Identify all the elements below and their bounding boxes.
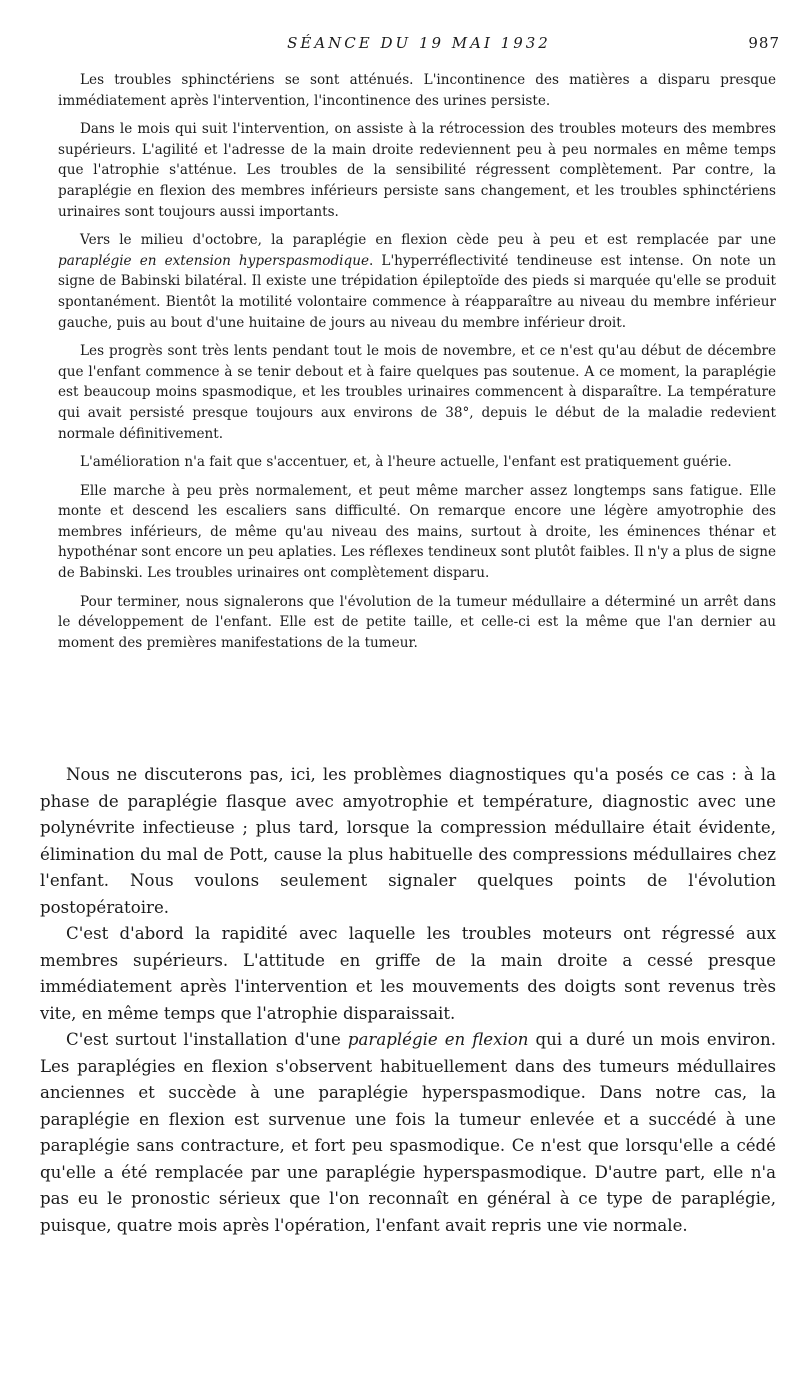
paragraph: Nous ne discuterons pas, ici, les problèmes diagnostiques qu'a posés ce cas : à la phase de paraplégie flasque avec amyotrophie et température, diagnostic avec une polynévrite infectieuse ; plus tard, lorsque la compression médullaire était évidente, élimination du mal de Pott, cause la plus habituelle des compressions médullaires chez l'enfant. Nous voulons seulement signaler quelques points de l'évolution postopératoire.	[40, 765, 776, 917]
discussion-section	[40, 762, 776, 1239]
paragraph: L'amélioration n'a fait que s'accentuer, et, à l'heure actuelle, l'enfant est pratiquement guérie.	[80, 454, 732, 471]
case-report-section	[58, 70, 776, 661]
text-run: Vers le milieu d'octobre, la paraplégie en flexion cède peu à peu et est remplacée par une	[80, 232, 776, 249]
running-title: SÉANCE DU 19 MAI 1932	[287, 34, 551, 52]
page-number: 987	[748, 34, 780, 52]
paragraph: Les progrès sont très lents pendant tout le mois de novembre, et ce n'est qu'au début de décembre que l'enfant commence à se tenir debout et à faire quelques pas soutenue. A ce moment, la paraplégie est beaucoup moins spasmodique, et les troubles urinaires commencent à disparaître. La température qui avait persisté presque toujours aux environs de 38°, depuis le début de la maladie redevient normale définitivement.	[58, 343, 776, 442]
text-run: qui a duré un mois environ. Les paraplégies en flexion s'observent habituellement dans des tumeurs médullaires anciennes et succède à une paraplégie hyperspasmodique. Dans notre cas, la paraplégie en flexion est survenue une fois la tumeur enlevée et a succédé à une paraplégie sans contracture, et fort peu spasmodique. Ce n'est que lorsqu'elle a cédé qu'elle a été remplacée par une paraplégie hyperspasmodique. D'autre part, elle n'a pas eu le pronostic sérieux que l'on reconnaît en général à ce type de paraplégie, puisque, quatre mois après l'opération, l'enfant avait repris une vie normale.	[40, 1030, 776, 1235]
paragraph: C'est d'abord la rapidité avec laquelle les troubles moteurs ont régressé aux membres supérieurs. L'attitude en griffe de la main droite a cessé presque immédiatement après l'intervention et les mouvements des doigts sont revenus très vite, en même temps que l'atrophie disparaissait.	[40, 924, 776, 1023]
paragraph: Dans le mois qui suit l'intervention, on assiste à la rétrocession des troubles moteurs des membres supérieurs. L'agilité et l'adresse de la main droite redeviennent peu à peu normales en même temps que l'atrophie s'atténue. Les troubles de la sensibilité régressent complètement. Par contre, la paraplégie en flexion des membres inférieurs persiste sans changement, et les troubles sphinctériens urinaires sont toujours aussi importants.	[58, 121, 776, 220]
paragraph	[58, 230, 776, 333]
page-header	[58, 34, 780, 56]
paragraph	[40, 1027, 776, 1239]
paragraph: Les troubles sphinctériens se sont atténués. L'incontinence des matières a disparu presque immédiatement après l'intervention, l'incontinence des urines persiste.	[58, 72, 776, 109]
text-run: C'est surtout l'installation d'une	[66, 1030, 348, 1049]
italic-term: paraplégie en flexion	[347, 1030, 529, 1049]
italic-term: paraplégie en extension hyperspasmodique	[58, 252, 369, 269]
paragraph: Pour terminer, nous signalerons que l'évolution de la tumeur médullaire a déterminé un arrêt dans le développement de l'enfant. Elle est de petite taille, et celle-ci est la même que l'an dernier au moment des premières manifestations de la tumeur.	[58, 593, 776, 651]
text-run: . L'hyperréflectivité tendineuse est intense. On note un signe de Babinski bilatéral. Il existe une trépidation épileptoïde des pieds si marquée qu'elle se produit spontanément. Bientôt la motilité volontaire commence à réapparaître au niveau du membre inférieur gauche, puis au bout d'une huitaine de jours au niveau du membre inférieur droit.	[58, 252, 776, 331]
paragraph: Elle marche à peu près normalement, et peut même marcher assez longtemps sans fatigue. Elle monte et descend les escaliers sans difficulté. On remarque encore une légère amyotrophie des membres inférieurs, de même qu'au niveau des mains, surtout à droite, les éminences thénar et hypothénar sont encore un peu aplaties. Les réflexes tendineux sont plutôt faibles. Il n'y a plus de signe de Babinski. Les troubles urinaires ont complètement disparu.	[58, 482, 776, 582]
